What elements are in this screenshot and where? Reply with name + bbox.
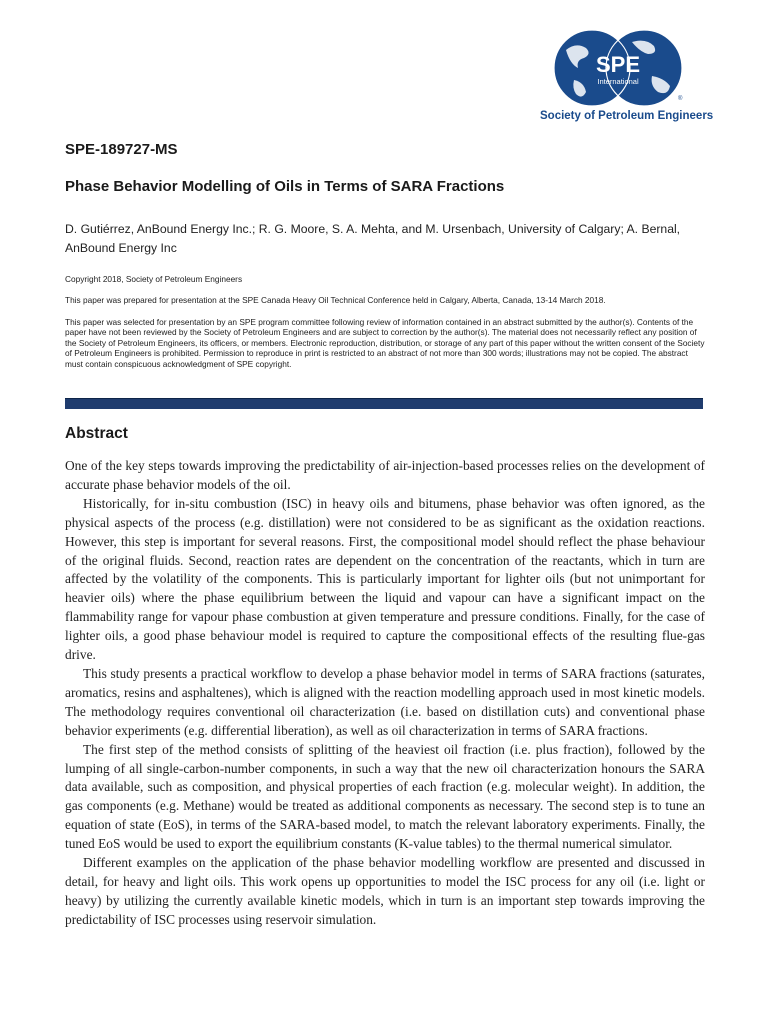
abstract-paragraph: One of the key steps towards improving the predictability of air-injection-based processes relies on the development of accurate phase behavior models of the oil. <box>65 458 705 492</box>
abstract-body <box>65 457 705 930</box>
copyright-line: Copyright 2018, Society of Petroleum Engineers <box>65 274 243 284</box>
logo-letters: SPE <box>595 52 641 77</box>
paper-id: SPE-189727-MS <box>65 141 178 158</box>
svg-text:®: ® <box>678 96 683 102</box>
abstract-paragraph: This study presents a practical workflow to develop a phase behavior model in terms of SARA fractions (saturates, aromatics, resins and asphaltenes), which is aligned with the reaction modelling approach used in most kinetic models. The methodology requires conventional oil characterization (i.e. based on distillation cuts) and conventional phase behavior experiments (e.g. differential liberation), as well as oil characterization in terms of SARA fractions. <box>65 665 705 738</box>
spe-globe-icon <box>552 28 684 108</box>
abstract-paragraph: The first step of the method consists of splitting of the heaviest oil fraction (i.e. plus fraction), followed by the lumping of all single-carbon-number components, in such a way that the new oil characterization honours the SARA data available, such as composition, and physical properties of each fraction (e.g. molecular weight). In addition, the gas components (e.g. Methane) would be treated as additional components as necessary. The second step is to tune an equation of state (EoS), in terms of the SARA-based model, to match the relevant laboratory experiments. Finally, the tuned EoS would be used to export the equilibrium constants (K-value tables) to the thermal numerical simulator. <box>65 741 705 852</box>
presentation-note: This paper was prepared for presentation at the SPE Canada Heavy Oil Technical Conference held in Calgary, Alberta, Canada, 13-14 March 2018. <box>65 295 606 305</box>
abstract-paragraph: Different examples on the application of the phase behavior modelling workflow are presented and discussed in detail, for heavy and light oils. This work opens up opportunities to model the ISC process for any oil (i.e. light or heavy) by utilizing the currently available kinetic models, which in turn is an important step towards improving the predictability of ISC processes using reservoir simulation. <box>65 855 705 927</box>
organization-name: Society of Petroleum Engineers <box>540 110 714 122</box>
paper-title: Phase Behavior Modelling of Oils in Terms of SARA Fractions <box>65 178 505 195</box>
spe-logo <box>540 28 720 128</box>
logo-subtext: International <box>597 77 639 86</box>
abstract-heading: Abstract <box>65 425 128 442</box>
copyright-notice: This paper was selected for presentation by an SPE program committee following review of information contained in an abstract submitted by the author(s). Contents of the paper have not been reviewed by the Society of Petroleum Engineers and are subject to correction by the author(s). The material does not necessarily reflect any position of the Society of Petroleum Engineers, its officers, or members. Electronic reproduction, distribution, or storage of any part of this paper without the written consent of the Society of Petroleum Engineers is prohibited. Permission to reproduce in print is restricted to an abstract of not more than 300 words; illustrations may not be copied. The abstract must contain conspicuous acknowledgment of SPE copyright. <box>65 317 705 369</box>
authors: D. Gutiérrez, AnBound Energy Inc.; R. G. Moore, S. A. Mehta, and M. Ursenbach, University of Calgary; A. Bernal, AnBound Energy Inc <box>65 222 681 255</box>
abstract-paragraph: Historically, for in-situ combustion (ISC) in heavy oils and bitumens, phase behavior was often ignored, as the physical aspects of the process (e.g. distillation) were not considered to be as significant as the oxidation reactions. However, this step is important for several reasons. First, the compositional model should reflect the phase behaviour of the original fluids. Second, reaction rates are dependent on the concentration of the reactants, which in turn are affected by the volatility of the components. This is particularly important for lighter oils (but not unimportant for heavier oils) where the phase equilibrium between the liquid and vapour can have a significant impact on the flammability range for vapour phase combustion at given temperature and pressure conditions. Finally, for the case of lighter oils, a good phase behaviour model is required to capture the compositional effects of the resulting flue-gas drive. <box>65 495 705 663</box>
section-divider <box>65 398 703 409</box>
